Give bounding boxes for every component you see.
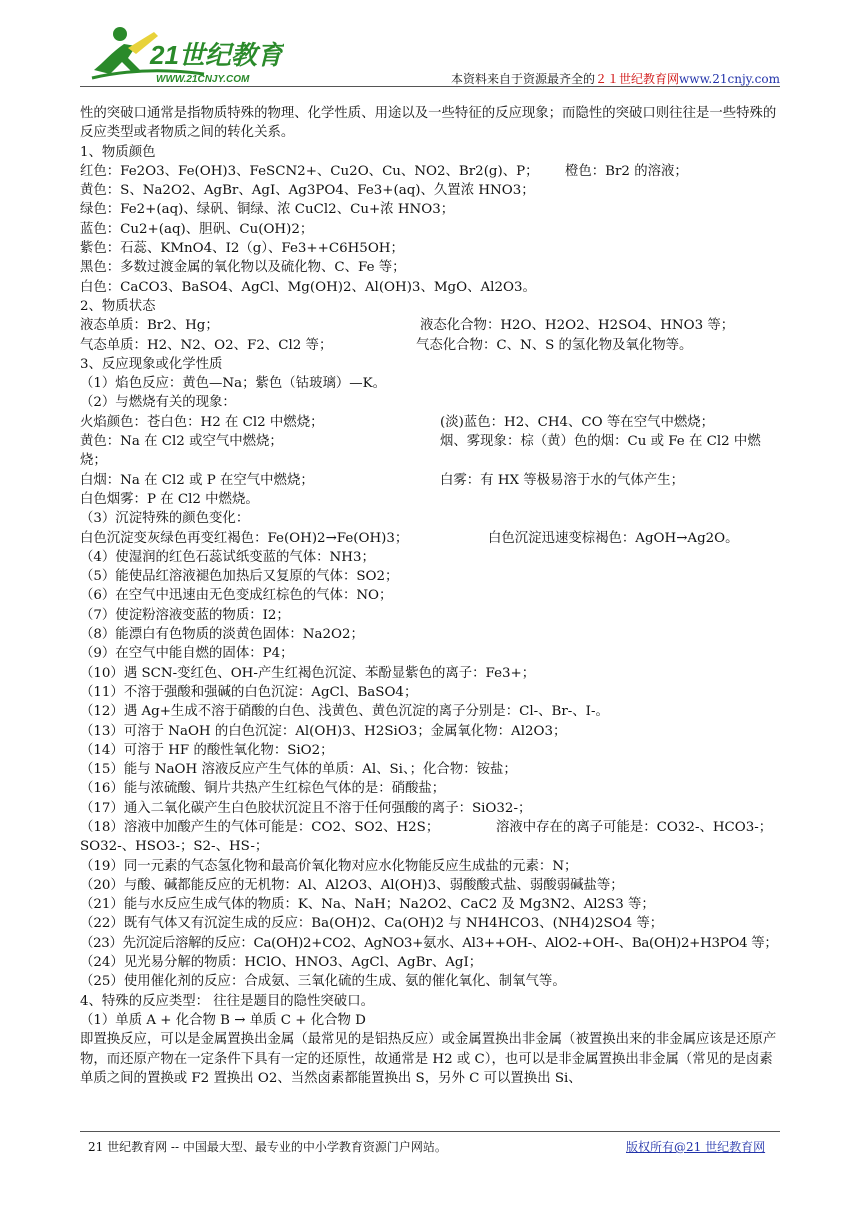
reaction-item: （6）在空气中迅速由无色变成红棕色的气体：NO；: [80, 588, 393, 604]
header-source: [451, 70, 780, 87]
color-line-black: 黑色：多数过渡金属的氧化物以及硫化物、C、Fe 等；: [80, 260, 406, 276]
reaction-item: （11）不溶于强酸和强碱的白色沉淀：AgCl、BaSO4；: [80, 684, 418, 700]
flame-line-2-cont: 烧；: [80, 453, 107, 469]
gas-comp-text: 气态化合物：C、N、S 的氢化物及氧化物等。: [416, 337, 693, 353]
state-line-gas: [80, 336, 786, 355]
logo: [84, 22, 284, 88]
section-title: 3、反应现象或化学性质: [80, 356, 223, 372]
red-text: 红色：Fe2O3、Fe(OH)3、FeSCN2+、Cu2O、Cu、NO2、Br2(g)、P；: [80, 163, 539, 179]
page-header: [80, 20, 780, 88]
header-source-site: ２１世纪教育网: [595, 72, 680, 86]
reaction-item: （3）沉淀特殊的颜色变化：: [80, 511, 250, 527]
reaction-item: （4）使湿润的红色石蕊试纸变蓝的气体：NH3；: [80, 549, 375, 565]
logo-main-text: 21世纪教育: [150, 40, 283, 70]
reaction-item-18: [80, 818, 786, 837]
white-fog-text: 白雾：有 HX 等极易溶于水的气体产生；: [440, 472, 684, 488]
color-line-white: 白色：CaCO3、BaSO4、AgCl、Mg(OH)2、Al(OH)3、MgO、Al2O3。: [80, 279, 536, 295]
logo-sub-text: WWW.21CNJY.COM: [156, 74, 250, 85]
reaction-item-18-cont: SO32-、HSO3-；S2-、HS-；: [80, 839, 269, 855]
footer-site-text: 21 世纪教育网 -- 中国最大型、最专业的中小学教育资源门户网站。: [88, 1140, 447, 1154]
r18-gas-text: （18）溶液中加酸产生的气体可能是：CO2、SO2、H2S；: [80, 819, 440, 835]
liquid-comp-text: 液态化合物：H2O、H2O2、H2SO4、HNO3 等；: [420, 318, 735, 334]
reaction-type-description: 即置换反应，可以是金属置换出金属（最常见的是铝热反应）或金属置换出非金属（被置换出来的非金属应该是还原产物，而还原产物在一定条件下具有一定的还原性，故通常是 H2 或 C），也可以是非金属置换出非金属（常见的是卤素单质之间的置换或 F2 置换出 O2、当然卤素都能置换出 S，另外 C 可以置换出 Si、: [80, 1032, 777, 1086]
section-title: 4、特殊的反应类型： 往往是题目的隐性突破口。: [80, 993, 374, 1009]
reaction-item: （17）通入二氧化碳产生白色胶状沉淀且不溶于任何强酸的离子：SiO32-；: [80, 800, 532, 816]
precipitate-line: [80, 529, 786, 548]
gas-elem-text: 气态单质：H2、N2、O2、F2、Cl2 等；: [80, 337, 333, 353]
flame-blue-text: (淡)蓝色：H2、CH4、CO 等在空气中燃烧；: [440, 414, 715, 430]
reaction-item: （14）可溶于 HF 的酸性氧化物：SiO2；: [80, 742, 334, 758]
reaction-item: （15）能与 NaOH 溶液反应产生气体的单质：Al、Si、；化合物：铵盐；: [80, 762, 517, 778]
flame-white-text: 火焰颜色：苍白色：H2 在 Cl2 中燃烧；: [80, 414, 324, 430]
ppt2-text: 白色沉淀迅速变棕褐色：AgOH→Ag2O。: [488, 530, 739, 546]
state-line-liquid: [80, 316, 786, 335]
section-title: 1、物质颜色: [80, 144, 156, 160]
white-smoke-text: 白烟：Na 在 Cl2 或 P 在空气中燃烧；: [80, 472, 314, 488]
reaction-item: （19）同一元素的气态氢化物和最高价氧化物对应水化物能反应生成盐的元素：N；: [80, 858, 578, 874]
color-line-blue: 蓝色：Cu2+(aq)、胆矾、Cu(OH)2；: [80, 221, 314, 237]
reaction-item: （5）能使品红溶液褪色加热后又复原的气体：SO2；: [80, 569, 399, 585]
reaction-item: （22）既有气体又有沉淀生成的反应：Ba(OH)2、Ca(OH)2 与 NH4HCO3、(NH4)2SO4 等；: [80, 916, 664, 932]
header-divider: [80, 86, 780, 87]
flame-line-3: [80, 471, 786, 490]
color-line-yellow: 黄色：S、Na2O2、AgBr、AgI、Ag3PO4、Fe3+(aq)、久置浓 HNO3；: [80, 183, 535, 199]
reaction-item: （23）先沉淀后溶解的反应：Ca(OH)2+CO2、AgNO3+氨水、Al3++OH-、AlO2-+OH-、Ba(OH)2+H3PO4 等；: [80, 935, 778, 951]
smoke-fog-text: 烟、雾现象：棕（黄）色的烟：Cu 或 Fe 在 Cl2 中燃: [440, 434, 761, 450]
orange-text: 橙色：Br2 的溶液；: [565, 163, 688, 179]
reaction-item: （24）见光易分解的物质：HClO、HNO3、AgCl、AgBr、AgI；: [80, 955, 483, 971]
reaction-item: （13）可溶于 NaOH 的白色沉淀：Al(OH)3、H2SiO3；金属氧化物：Al2O3；: [80, 723, 567, 739]
reaction-item: （7）使淀粉溶液变蓝的物质：I2；: [80, 607, 290, 623]
color-line-green: 绿色：Fe2+(aq)、绿矾、铜绿、浓 CuCl2、Cu+浓 HNO3；: [80, 202, 455, 218]
liquid-elem-text: 液态单质：Br2、Hg；: [80, 318, 219, 334]
ppt1-text: 白色沉淀变灰绿色再变红褐色：Fe(OH)2→Fe(OH)3；: [80, 530, 409, 546]
intro-paragraph: 性的突破口通常是指物质特殊的物理、化学性质、用途以及一些特征的反应现象；而隐性的突破口则往往是一些特殊的反应类型或者物质之间的转化关系。: [80, 106, 777, 141]
reaction-item: （1）焰色反应：黄色—Na；紫色（钴玻璃）—K。: [80, 376, 387, 392]
footer-divider: [80, 1131, 780, 1132]
reaction-item: （21）能与水反应生成气体的物质：K、Na、NaH；Na2O2、CaC2 及 Mg3N2、Al2S3 等；: [80, 897, 655, 913]
document-body: [80, 104, 786, 1088]
reaction-item: （10）遇 SCN-变红色、OH-产生红褐色沉淀、苯酚显紫色的离子：Fe3+；: [80, 665, 536, 681]
reaction-item: （12）遇 Ag+生成不溶于硝酸的白色、浅黄色、黄色沉淀的离子分别是：Cl-、Br-、I-。: [80, 704, 609, 720]
reaction-item: （16）能与浓硫酸、铜片共热产生红棕色气体的是：硝酸盐；: [80, 781, 446, 797]
footer-copyright-link[interactable]: 版权所有@21 世纪教育网: [626, 1140, 766, 1154]
reaction-item: （20）与酸、碱都能反应的无机物：Al、Al2O3、Al(OH)3、弱酸酸式盐、弱酸弱碱盐等；: [80, 877, 624, 893]
color-line-purple: 紫色：石蕊、KMnO4、I2（g）、Fe3++C6H5OH；: [80, 241, 404, 257]
section-title: 2、物质状态: [80, 298, 156, 314]
header-source-prefix: 本资料来自于资源最齐全的: [451, 72, 596, 86]
reaction-item: （25）使用催化剂的反应：合成氨、三氧化硫的生成、氨的催化氧化、制氧气等。: [80, 974, 566, 990]
r18-ion-text: 溶液中存在的离子可能是：CO32-、HCO3-；: [496, 819, 773, 835]
reaction-item: （2）与燃烧有关的现象：: [80, 395, 236, 411]
reaction-item: （9）在空气中能自燃的固体：P4；: [80, 646, 294, 662]
reaction-item: （8）能漂白有色物质的淡黄色固体：Na2O2；: [80, 627, 364, 643]
reaction-type-item: （1）单质 A + 化合物 B → 单质 C + 化合物 D: [80, 1012, 366, 1028]
flame-line-1: [80, 413, 786, 432]
color-line-red: [80, 162, 786, 181]
flame-line-4: 白色烟雾：P 在 Cl2 中燃烧。: [80, 491, 259, 507]
flame-line-2: [80, 432, 786, 451]
header-source-url[interactable]: www.21cnjy.com: [679, 72, 780, 86]
flame-yellow-text: 黄色：Na 在 Cl2 或空气中燃烧；: [80, 434, 283, 450]
